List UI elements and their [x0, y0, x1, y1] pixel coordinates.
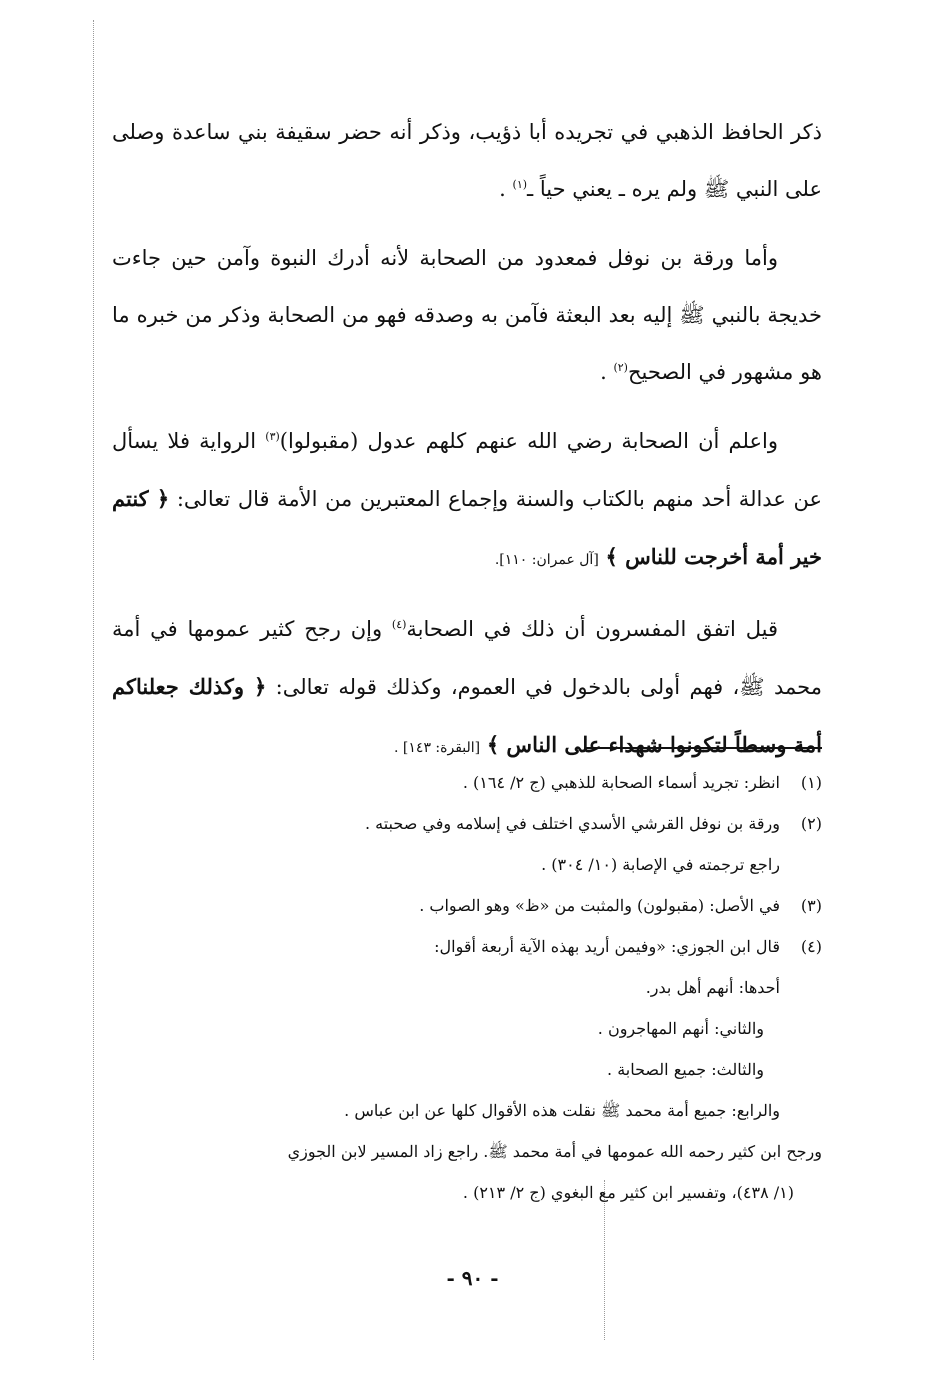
- footnotes: [112, 762, 822, 1213]
- footnote-ref-4: (٤): [391, 618, 407, 631]
- paragraph-text: الرواية فلا يسأل عن عدالة أحد منهم بالكتاب والسنة وإجماع المعتبرين من الأمة قال تعالى:: [112, 429, 822, 511]
- paragraph-1: [112, 104, 822, 218]
- end-dot: .: [600, 360, 607, 384]
- footnote-ref-1: (١): [512, 178, 528, 191]
- paragraph-text: وإن رجح كثير عمومها في أمة محمد ﷺ، فهم أولى بالدخول في العموم، وكذلك قوله تعالى:: [112, 617, 822, 699]
- footnote-ref-2: (٢): [613, 361, 628, 374]
- footnote-ref-3: (٣): [265, 430, 280, 443]
- footnote-text: ورقة بن نوفل القرشي الأسدي اختلف في إسلامه وفي صحبته .: [364, 814, 780, 833]
- scan-artifact-line: [93, 20, 96, 1360]
- footnote-3: [112, 885, 822, 926]
- paragraph-text: وأما ورقة بن نوفل فمعدود من الصحابة لأنه أدرك النبوة وآمن حين جاءت خديجة بالنبي ﷺ إليه بعد البعثة فآمن به وصدقه فهو من الصحابة وذكر من خبره ما هو مشهور في الصحيح: [112, 246, 822, 384]
- paragraph-4: [112, 601, 822, 777]
- footnote-1: [112, 762, 822, 803]
- end-dot: .: [499, 177, 506, 201]
- footnote-4-line: أحدها: أنهم أهل بدر.: [645, 978, 780, 997]
- footnote-separator: [585, 747, 822, 749]
- footnote-number: (١): [800, 773, 822, 792]
- paragraph-text: واعلم أن الصحابة رضي الله عنهم كلهم عدول (مقبولوا): [279, 429, 778, 453]
- footnote-4-tail: (١/ ٤٣٨)، وتفسير ابن كثير مع البغوي (ج ٢/ ٢١٣) .: [462, 1183, 794, 1202]
- paragraph-text: ذكر الحافظ الذهبي في تجريده أبا ذؤيب، وذكر أنه حضر سقيفة بني ساعدة وصلى على النبي ﷺ ولم يره ـ يعني حياً ـ: [112, 120, 822, 201]
- footnote-4-tail: ورجح ابن كثير رحمه الله عمومها في أمة محمد ﷺ. راجع زاد المسير لابن الجوزي: [287, 1142, 822, 1161]
- footnote-text: انظر: تجريد أسماء الصحابة للذهبي (ج ٢/ ١٦٤) .: [462, 773, 780, 792]
- main-text: [112, 104, 822, 789]
- footnote-text: قال ابن الجوزي: «وفيمن أريد بهذه الآية أربعة أقوال:: [434, 937, 780, 956]
- footnote-4-line: والثالث: جميع الصحابة .: [607, 1060, 764, 1079]
- footnote-text: في الأصل: (مقبولون) والمثبت من «ظ» وهو الصواب .: [419, 896, 780, 915]
- quran-verse: ﴿ وكذلك جعلناكم أمة وسطاً لتكونوا شهداء على الناس ﴾: [112, 674, 822, 757]
- verse-reference: [آل عمران: ١١٠].: [494, 552, 599, 568]
- page-number: - ٩٠ -: [446, 1266, 499, 1290]
- footnote-4-line: والرابع: جميع أمة محمد ﷺ نقلت هذه الأقوال كلها عن ابن عباس .: [344, 1101, 780, 1120]
- footnote-4-line: والثاني: أنهم المهاجرون .: [597, 1019, 764, 1038]
- paragraph-3: [112, 413, 822, 589]
- quran-verse: ﴿ كنتم خير أمة أخرجت للناس ﴾: [112, 486, 822, 569]
- footnote-number: (٢): [800, 814, 822, 833]
- verse-reference: [البقرة: ١٤٣] .: [394, 740, 481, 756]
- footnote-number: (٤): [800, 937, 822, 956]
- paragraph-text: قيل اتفق المفسرون أن ذلك في الصحابة: [406, 617, 778, 641]
- footnote-2: [112, 803, 822, 844]
- paragraph-2: [112, 230, 822, 401]
- footnote-4: [112, 926, 822, 967]
- footnote-2-continued: راجع ترجمته في الإصابة (١٠/ ٣٠٤) .: [541, 855, 780, 874]
- footnote-number: (٣): [800, 896, 822, 915]
